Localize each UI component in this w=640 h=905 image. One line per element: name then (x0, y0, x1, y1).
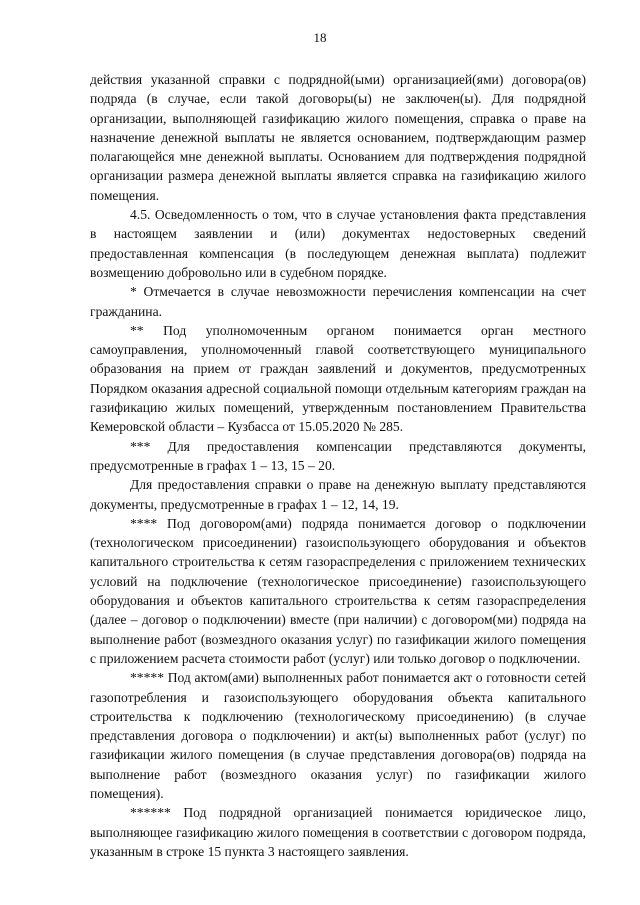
paragraph-continuation: действия указанной справки с подрядной(ыми) организацией(ями) договора(ов) подряда (в случае, если такой договоры(ы) не заключен(ы). Для подрядной организации, выполняющей газификацию жилого помещения, справка о праве на назначение денежной выплаты не является основанием, подтверждающим размер полагающейся мне денежной выплаты. Основанием для подтверждения подрядной организации размера денежной выплаты является справка на газификацию жилого помещения. (90, 72, 586, 203)
footnote-6: ****** Под подрядной организацией понимается юридическое лицо, выполняющее газификацию жилого помещения в соответствии с договором подряда, указанным в строке 15 пункта 3 настоящего заявления. (90, 805, 586, 859)
footnote-3: *** Для предоставления компенсации представляются документы, предусмотренные в графах 1 – 13, 15 – 20. (90, 438, 586, 473)
footnote-1: * Отмечается в случае невозможности перечисления компенсации на счет гражданина. (90, 284, 586, 319)
paragraph-clause-4-5: 4.5. Осведомленность о том, что в случае установления факта представления в настоящем заявлении и (или) документах недостоверных сведений предоставленная компенсация (в последующем денежная выплата) подлежит возмещению добровольно или в судебном порядке. (90, 207, 586, 280)
document-body (90, 70, 586, 861)
footnote-5: ***** Под актом(ами) выполненных работ понимается акт о готовности сетей газопотребления и газоиспользующего оборудования объекта капитального строительства к подключению (технологическому присоединению) (в случае представления договора о подключении) и акт(ы) выполненных работ (услуг) по газификации жилого помещения (в случае представления договора(ов) подряда на выполнение работ (возмездного оказания услуг) по газификации жилого помещения). (90, 670, 586, 801)
footnote-2: ** Под уполномоченным органом понимается орган местного самоуправления, уполномоченный главой соответствующего муниципального образования на прием от граждан заявлений и документов, предусмотренных Порядком оказания адресной социальной помощи отдельным категориям граждан на газификацию жилых помещений, утвержденным постановлением Правительства Кемеровской области – Кузбасса от 15.05.2020 № 285. (90, 322, 586, 435)
footnote-4: **** Под договором(ами) подряда понимается договор о подключении (технологическом присоединении) газоиспользующего оборудования и объектов капитального строительства к сетям газораспределения с приложением технических условий на подключение (технологическое присоединение) газоиспользующего оборудования и объектов капитального строительства к сетям газораспределения (далее – договор о подключении) вместе (при наличии) с договором(ми) подряда на выполнение работ (возмездного оказания услуг) по газификации жилого помещения с приложением расчета стоимости работ (услуг) или только договор о подключении. (90, 515, 586, 666)
page-number: 18 (313, 30, 327, 45)
footnote-3-continuation: Для предоставления справки о праве на денежную выплату представляются документы, предусмотренные в графах 1 – 12, 14, 19. (90, 477, 586, 512)
